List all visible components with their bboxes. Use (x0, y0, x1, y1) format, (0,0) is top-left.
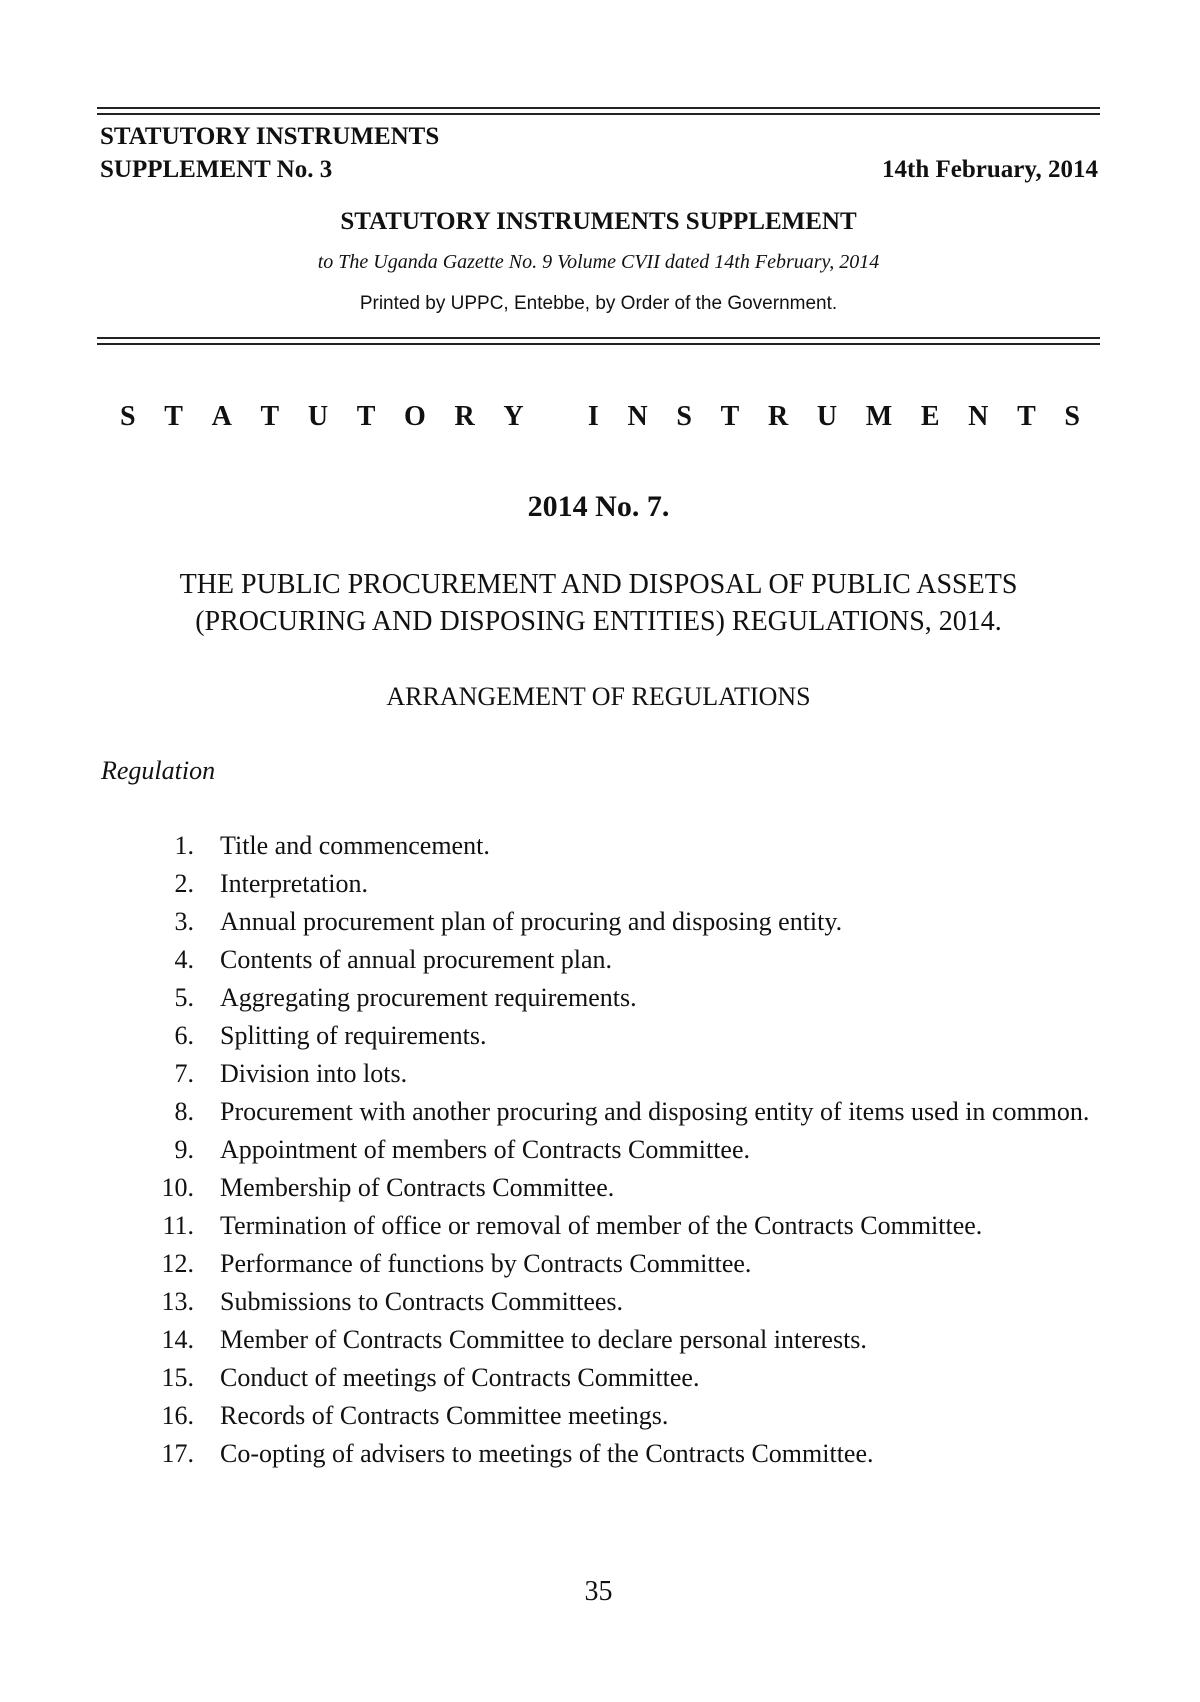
spaced-letter: R (767, 401, 789, 432)
spaced-letter: N (627, 401, 648, 432)
spaced-letter: U (816, 401, 838, 432)
regulation-column-label: Regulation (101, 756, 216, 785)
list-item (150, 1017, 1096, 1055)
masthead-bottom-rule (97, 337, 1100, 339)
spaced-letter: E (920, 401, 940, 432)
list-item (150, 941, 1096, 979)
regulation-text: Splitting of requirements. (220, 1021, 487, 1050)
instrument-number: 2014 No. 7. (527, 490, 670, 523)
regulation-text: Aggregating procurement requirements. (220, 983, 637, 1012)
regulation-number: 15. (161, 1363, 194, 1392)
regulation-number: 8. (174, 1097, 194, 1126)
regulation-text: Co-opting of advisers to meetings of the Contracts Committee. (220, 1439, 874, 1468)
list-item (150, 1397, 1096, 1435)
regulation-number: 1. (174, 831, 194, 860)
page-number: 35 (584, 1576, 613, 1607)
regulation-text: Interpretation. (220, 869, 368, 898)
regulation-text: Contents of annual procurement plan. (220, 945, 613, 974)
list-item (150, 865, 1096, 903)
regulation-number: 7. (174, 1059, 194, 1088)
regulation-number: 11. (162, 1211, 194, 1240)
list-item (150, 1283, 1096, 1321)
word-gap (552, 400, 559, 434)
regulation-number: 2. (174, 869, 194, 898)
arrangement-heading: ARRANGEMENT OF REGULATIONS (386, 682, 811, 711)
regulation-text: Membership of Contracts Committee. (220, 1173, 615, 1202)
spaced-letter: S (1064, 401, 1080, 432)
series-line-2: SUPPLEMENT No. 3 (100, 156, 333, 183)
spaced-letter: R (454, 401, 475, 432)
top-rule (97, 107, 1100, 109)
regulation-text: Conduct of meetings of Contracts Committee. (220, 1363, 700, 1392)
list-item (150, 1245, 1096, 1283)
regulation-text: Performance of functions by Contracts Committee. (220, 1249, 752, 1278)
spaced-letter: U (307, 401, 329, 432)
spaced-letter: T (164, 401, 183, 432)
spaced-letter: A (211, 401, 232, 432)
list-item (150, 1093, 1096, 1131)
spaced-letter: Y (503, 401, 524, 432)
regulation-text: Title and commencement. (220, 831, 490, 860)
masthead-bottom-rule-inner (97, 343, 1100, 345)
spaced-title (120, 400, 1080, 434)
list-item (150, 903, 1096, 941)
list-item (150, 827, 1096, 865)
regulation-number: 3. (174, 907, 194, 936)
spaced-letter: T (1017, 401, 1036, 432)
spaced-letter: N (968, 401, 989, 432)
regulation-text: Annual procurement plan of procuring and disposing entity. (220, 907, 843, 936)
spaced-letter: I (587, 401, 599, 432)
regulation-number: 4. (174, 945, 194, 974)
spaced-letter: S (120, 401, 136, 432)
regulation-text: Termination of office or removal of member of the Contracts Committee. (220, 1211, 983, 1240)
regulation-number: 13. (161, 1287, 194, 1316)
regulation-number: 12. (161, 1249, 194, 1278)
regulations-list (150, 827, 1096, 1473)
list-item (150, 1055, 1096, 1093)
list-item (150, 1321, 1096, 1359)
regulation-text: Records of Contracts Committee meetings. (220, 1401, 669, 1430)
regulation-text: Appointment of members of Contracts Committee. (220, 1135, 751, 1164)
supplement-title: STATUTORY INSTRUMENTS SUPPLEMENT (340, 208, 857, 235)
list-item (150, 1169, 1096, 1207)
regulation-number: 9. (174, 1135, 194, 1164)
spaced-letter: O (404, 401, 426, 432)
supplement-date: 14th February, 2014 (882, 156, 1098, 183)
regulations-title-line-2: (PROCURING AND DISPOSING ENTITIES) REGULATIONS, 2014. (195, 606, 1002, 637)
regulation-number: 16. (161, 1401, 194, 1430)
regulation-text: Member of Contracts Committee to declare personal interests. (220, 1325, 867, 1354)
spaced-letter: T (356, 401, 376, 432)
spaced-letter: S (676, 401, 692, 432)
list-item (150, 1435, 1096, 1473)
regulation-number: 14. (161, 1325, 194, 1354)
regulation-number: 17. (161, 1439, 194, 1468)
list-item (150, 1207, 1096, 1245)
series-line-1: STATUTORY INSTRUMENTS (100, 123, 440, 150)
regulation-text: Submissions to Contracts Committees. (220, 1287, 624, 1316)
supplement-subtitle: to The Uganda Gazette No. 9 Volume CVII dated 14th February, 2014 (317, 251, 880, 273)
regulations-title-line-1: THE PUBLIC PROCUREMENT AND DISPOSAL OF PUBLIC ASSETS (179, 569, 1018, 600)
regulation-text: Division into lots. (220, 1059, 408, 1088)
spaced-letter: M (865, 401, 893, 432)
printed-by-line: Printed by UPPC, Entebbe, by Order of the Government. (359, 293, 838, 314)
list-item (150, 1131, 1096, 1169)
list-item (150, 979, 1096, 1017)
spaced-letter: T (260, 401, 280, 432)
regulation-text: Procurement with another procuring and disposing entity of items used in common. (220, 1097, 1090, 1126)
regulation-number: 10. (161, 1173, 194, 1202)
list-item (150, 1359, 1096, 1397)
spaced-letter: T (720, 401, 740, 432)
regulation-number: 6. (174, 1021, 194, 1050)
regulation-number: 5. (174, 983, 194, 1012)
top-rule-inner (97, 113, 1100, 115)
